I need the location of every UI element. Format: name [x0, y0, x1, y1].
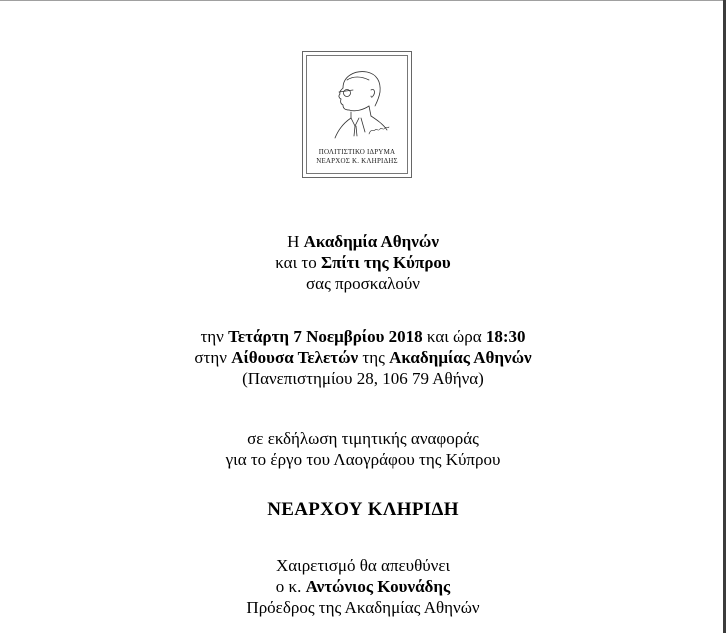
logo-caption-line2: ΝΕΑΡΧΟΣ Κ. ΚΛΗΡΙΔΗΣ [316, 157, 398, 165]
honoree-name: ΝΕΑΡΧΟΥ ΚΛΗΡΙΔΗ [267, 499, 459, 520]
event-time: 18:30 [485, 327, 526, 346]
text: και ώρα [422, 327, 486, 346]
text: της [358, 348, 390, 367]
greeting-line-1: Χαιρετισμό θα απευθύνει [275, 556, 451, 575]
event-line-1: σε εκδήλωση τιμητικής αναφοράς [247, 429, 479, 448]
foundation-logo [302, 51, 412, 178]
cyprus-house-name: Σπίτι της Κύπρου [320, 253, 451, 272]
greeting-line-2 [0, 576, 726, 597]
academy-name: Ακαδημία Αθηνών [303, 232, 439, 251]
date-line [0, 326, 726, 347]
logo-caption-line1: ΠΟΛΙΤΙΣΤΙΚΟ ΙΔΡΥΜΑ [318, 148, 396, 156]
text: Η [287, 232, 304, 251]
greeting-block [0, 555, 726, 618]
date-venue-block [0, 326, 726, 389]
address-line: (Πανεπιστημίου 28, 106 79 Αθήνα) [242, 369, 484, 388]
venue-hall: Αίθουσα Τελετών [231, 348, 359, 367]
event-description-block [0, 428, 726, 470]
text: την [200, 327, 229, 346]
text: ο κ. [275, 577, 306, 596]
hosts-line-1 [0, 231, 726, 252]
venue-line [0, 347, 726, 368]
page-top-edge [0, 0, 726, 1]
hosts-line-2 [0, 252, 726, 273]
greeting-line-3: Πρόεδρος της Ακαδημίας Αθηνών [246, 598, 480, 617]
text: και το [275, 253, 321, 272]
text: στην [194, 348, 232, 367]
portrait-sketch-icon [325, 66, 395, 142]
event-date: Τετάρτη 7 Νοεμβρίου 2018 [228, 327, 423, 346]
event-line-2: για το έργο του Λαογράφου της Κύπρου [225, 450, 501, 469]
hosts-block [0, 231, 726, 294]
speaker-name: Αντώνιος Κουνάδης [305, 577, 451, 596]
venue-institution: Ακαδημίας Αθηνών [389, 348, 532, 367]
hosts-line-3: σας προσκαλούν [306, 274, 420, 293]
